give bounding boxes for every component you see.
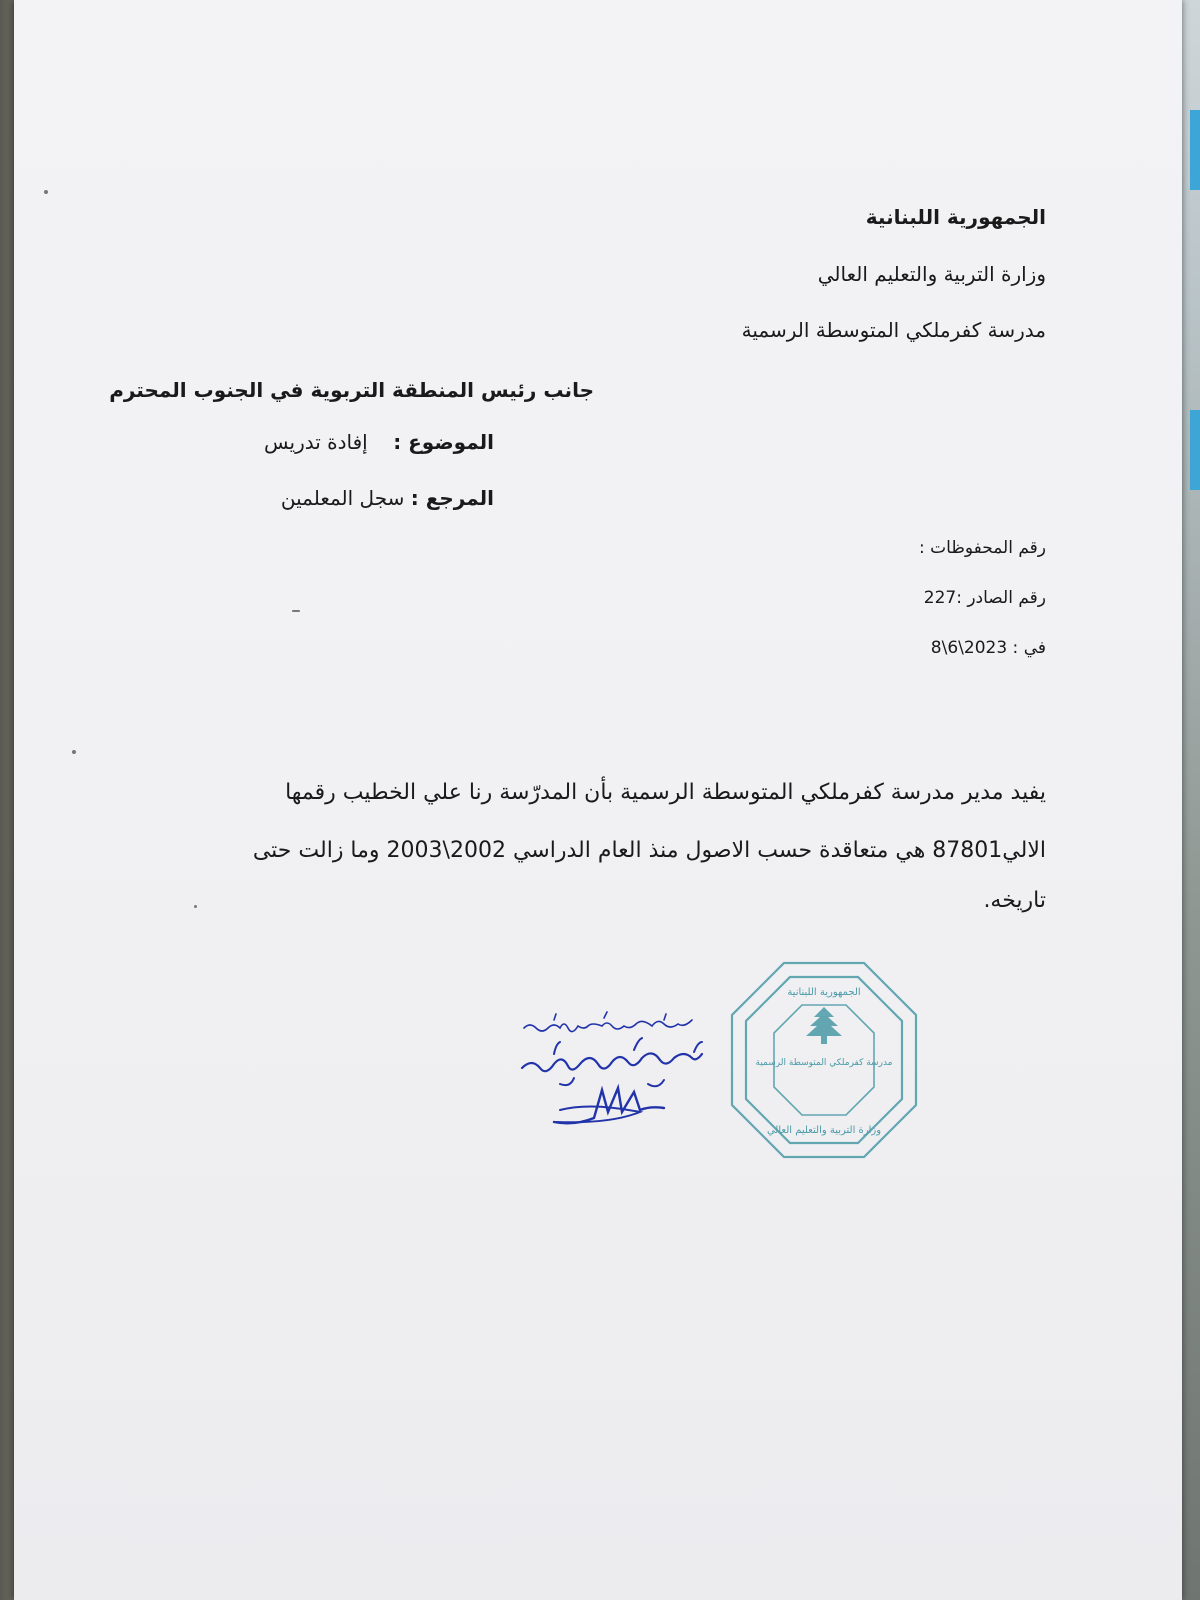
paper-speck [194, 905, 197, 908]
addressee: جانب رئيس المنطقة التربوية في الجنوب المحترم [109, 378, 594, 402]
handwritten-signature [514, 1010, 734, 1140]
reference-line [281, 486, 494, 510]
document-date: في : 2023\6\8 [930, 638, 1046, 658]
archive-number: رقم المحفوظات : [919, 538, 1046, 558]
background-blue-strip [1190, 110, 1200, 190]
paper-speck [292, 610, 300, 612]
reference-value: سجل المعلمين [280, 486, 405, 510]
body-line-3: تاريخه. [983, 888, 1046, 913]
stamp-top-text: الجمهورية اللبنانية [787, 987, 861, 998]
paper-speck [44, 190, 48, 194]
subject-value: إفادة تدريس [264, 430, 368, 454]
background-blue-strip [1190, 410, 1200, 490]
paper-speck [72, 750, 76, 754]
stamp-bottom-text: وزارة التربية والتعليم العالي [766, 1125, 882, 1136]
stamp-center-text: مدرسة كفرملكي المتوسطة الرسمية [755, 1058, 893, 1068]
document-page [14, 0, 1182, 1600]
letterhead-country: الجمهورية اللبنانية [865, 205, 1046, 229]
outgoing-number: رقم الصادر :227 [923, 588, 1046, 608]
body-line-2: الالي87801 هي متعاقدة حسب الاصول منذ العام الدراسي 2002\2003 وما زالت حتى [252, 838, 1046, 863]
letterhead-ministry: وزارة التربية والتعليم العالي [817, 262, 1046, 286]
letterhead-school: مدرسة كفرملكي المتوسطة الرسمية [741, 318, 1046, 342]
reference-label: المرجع : [410, 486, 494, 510]
official-stamp [724, 955, 924, 1165]
body-line-1: يفيد مدير مدرسة كفرملكي المتوسطة الرسمية بأن المدرّسة رنا علي الخطيب رقمها [285, 780, 1046, 805]
subject-line [264, 430, 494, 454]
subject-label: الموضوع : [393, 430, 494, 454]
